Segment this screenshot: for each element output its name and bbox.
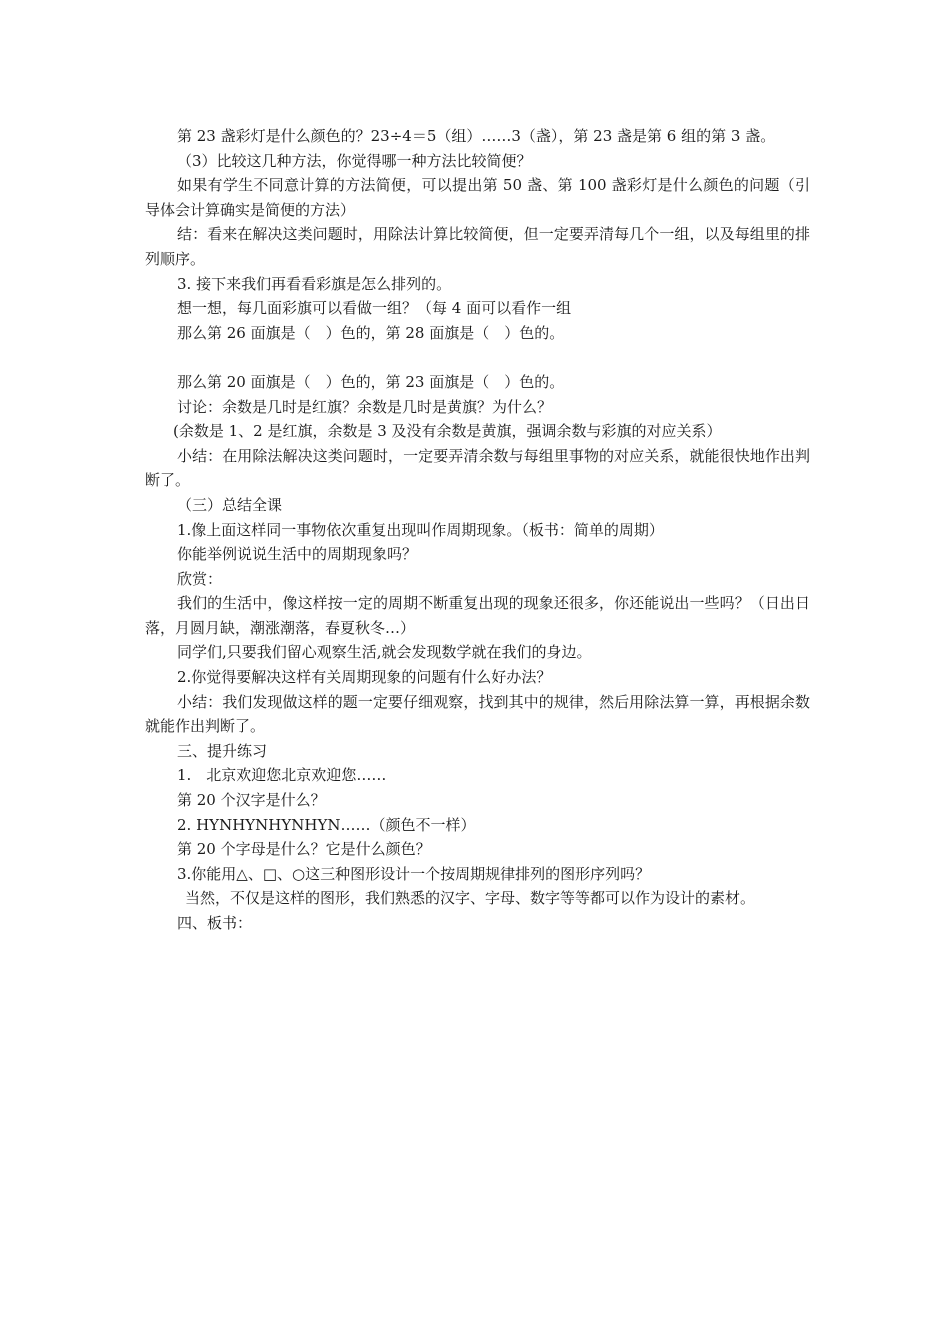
exercise-1-question: 第 20 个汉字是什么？ [177,791,326,810]
section-heading-summary: （三）总结全课 [177,495,283,514]
exercise-2-question: 第 20 个字母是什么？它是什么颜色？ [177,840,431,859]
paragraph-conclusion-division: 结：看来在解决这类问题时，用除法计算比较简便，但一定要弄清每几个一组，以及每组里的排列顺序。 [145,225,810,268]
blank-line [145,345,810,370]
document-body [145,124,810,936]
paragraph-lamp-50-100: 如果有学生不同意计算的方法简便，可以提出第 50 盏、第 100 盏彩灯是什么颜色的问题（引导体会计算确实是简便的方法） [145,176,810,219]
paragraph-flags-intro: 3. 接下来我们再看看彩旗是怎么排列的。 [177,274,452,293]
paragraph-flags-group: 想一想，每几面彩旗可以看做一组？（每 4 面可以看作一组 [177,299,572,318]
paragraph-design-material: 当然，不仅是这样的图形，我们熟悉的汉字、字母、数字等等都可以作为设计的素材。 [185,889,756,908]
paragraph-lamp-23: 第 23 盏彩灯是什么颜色的？23÷4＝5（组）……3（盏），第 23 盏是第 6 组的第 3 盏。 [177,127,776,145]
exercise-1: 1. 北京欢迎您北京欢迎您…… [177,766,387,785]
paragraph-appreciate: 欣赏： [177,569,223,588]
paragraph-good-method: 2.你觉得要解决这样有关周期现象的问题有什么好办法？ [177,668,552,687]
paragraph-summary-method: 小结：我们发现做这样的题一定要仔细观察，找到其中的规律，然后用除法算一算，再根据余数就能作出判断了。 [145,692,810,736]
paragraph-examples-question: 你能举例说说生活中的周期现象吗？ [177,545,418,564]
exercise-3: 3.你能用△、□、○这三种图形设计一个按周期规律排列的图形序列吗？ [177,864,651,883]
paragraph-remainder-mapping: (余数是 1、2 是红旗，余数是 3 及没有余数是黄旗，强调余数与彩旗的对应关系） [173,422,722,441]
paragraph-summary-remainder: 小结：在用除法解决这类问题时，一定要弄清余数与每组里事物的对应关系，就能很快地作出判断了。 [145,446,810,490]
paragraph-compare-methods: （3）比较这几种方法，你觉得哪一种方法比较简便？ [177,151,532,170]
section-heading-board: 四、板书： [177,914,253,932]
paragraph-flag-20-23: 那么第 20 面旗是（ ）色的，第 23 面旗是（ ）色的。 [177,372,565,391]
paragraph-life-examples: 我们的生活中，像这样按一定的周期不断重复出现的现象还很多，你还能说出一些吗？（日出日落，月圆月缺，潮涨潮落，春夏秋冬…） [145,594,810,637]
paragraph-observe-life: 同学们,只要我们留心观察生活,就会发现数学就在我们的身边。 [177,643,592,662]
paragraph-periodic-definition: 1.像上面这样同一事物依次重复出现叫作周期现象。（板书：简单的周期） [177,520,664,539]
paragraph-flag-26-28: 那么第 26 面旗是（ ）色的，第 28 面旗是（ ）色的。 [177,323,565,342]
exercise-2: 2. HYNHYNHYNHYN……（颜色不一样） [177,815,476,834]
section-heading-practice: 三、提升练习 [177,741,268,760]
paragraph-discussion: 讨论：余数是几时是红旗？余数是几时是黄旗？为什么？ [177,397,553,416]
